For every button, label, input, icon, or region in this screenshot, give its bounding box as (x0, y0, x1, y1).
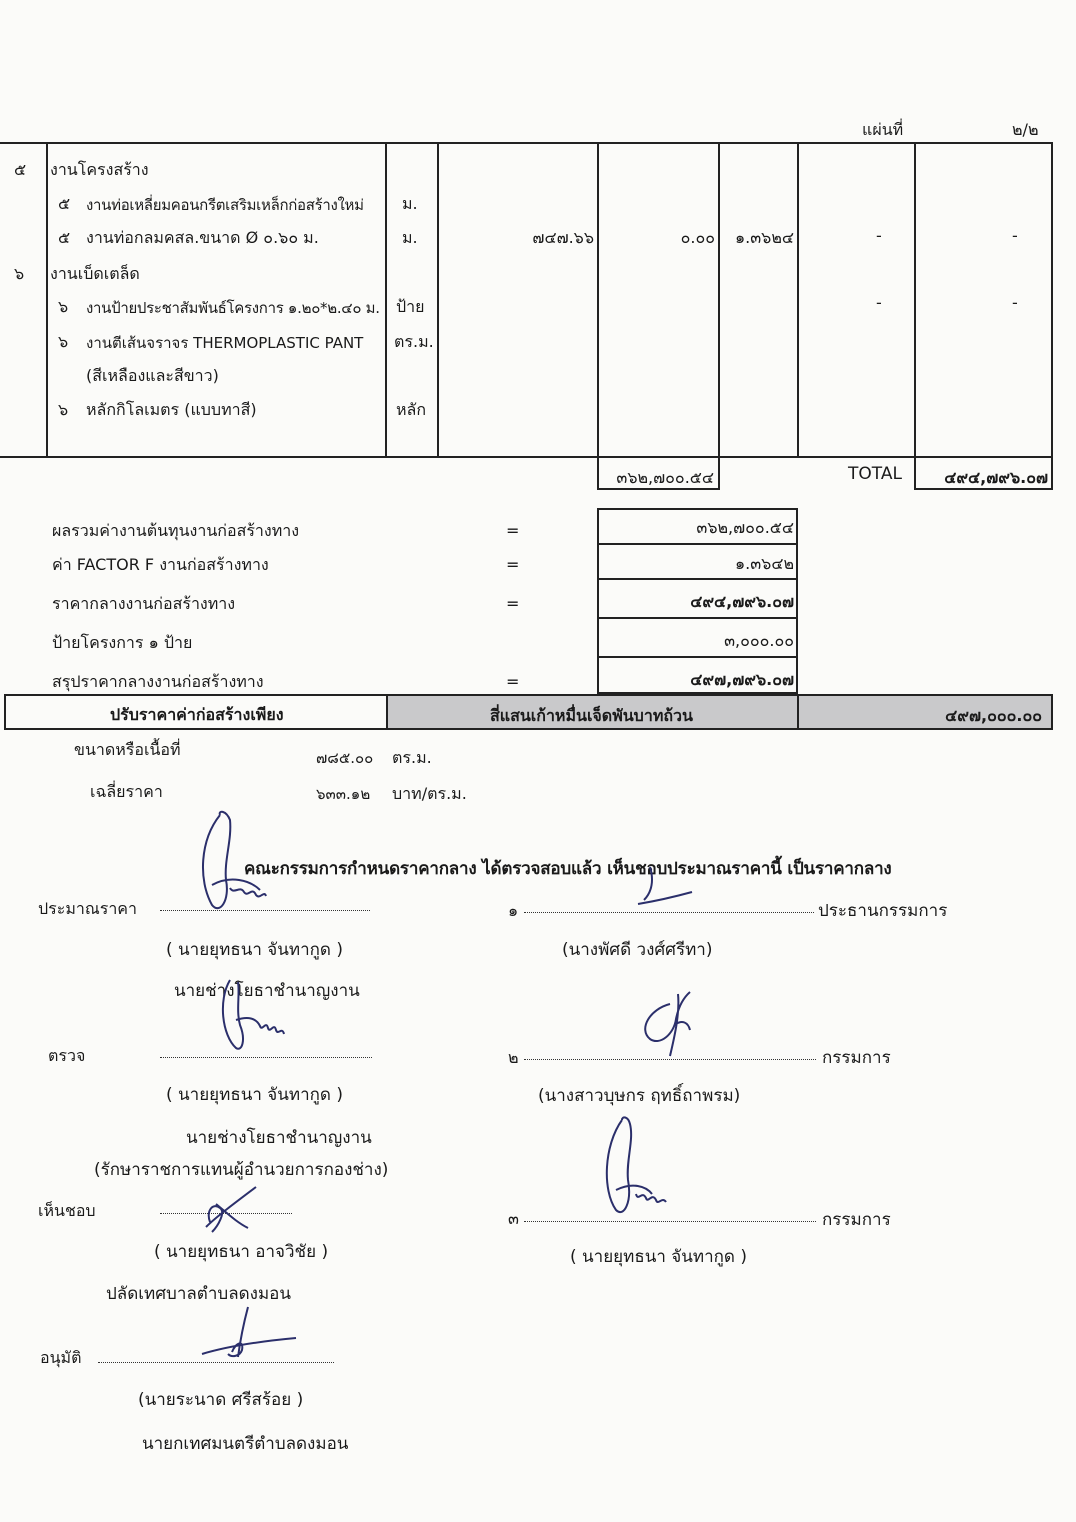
avg-label: เฉลี่ยราคา (90, 782, 163, 801)
item-desc: งานป้ายประชาสัมพันธ์โครงการ ๑.๒๐*๒.๔๐ ม. (86, 299, 380, 317)
summary-label: สรุปราคากลางงานก่อสร้างทาง (52, 672, 264, 691)
summary-label: ราคากลางงานก่อสร้างทาง (52, 594, 236, 613)
role-label: ตรวจ (48, 1046, 86, 1065)
item-desc: งานท่อเหลี่ยมคอนกรีตเสริมเหล็กก่อสร้างใหม่ (86, 196, 364, 214)
total-value: ๔๙๔,๗๙๖.๐๗ (944, 468, 1048, 487)
item-no: ๖ (58, 332, 69, 351)
avg-unit: บาท/ตร.ม. (392, 784, 467, 803)
item-no: ๖ (58, 297, 69, 316)
committee-number: ๓ (508, 1209, 519, 1228)
committee-name: (นางสาวบุษกร ฤทธิ์ถาพรม) (538, 1086, 741, 1106)
handwritten-signature (192, 1302, 302, 1364)
avg-value: ๖๓๓.๑๒ (316, 785, 371, 803)
sheet-number: ๒/๒ (1012, 120, 1039, 139)
signer-name: ( นายยุทธนา อาจวิชัย ) (154, 1242, 329, 1262)
item-desc: งานโครงสร้าง (50, 160, 149, 179)
handwritten-signature (210, 970, 300, 1060)
adjust-label: ปรับราคาค่าก่อสร้างเพียง (110, 705, 284, 724)
committee-name: ( นายยุทธนา จันทากูด ) (570, 1247, 747, 1267)
signature-line (524, 912, 814, 913)
handwritten-signature (592, 1110, 682, 1230)
area-unit: ตร.ม. (392, 748, 432, 767)
area-value: ๗๘๕.๐๐ (316, 749, 374, 767)
signer-name: ( นายยุทธนา จันทากูด ) (166, 1085, 343, 1105)
subtotal: ๓๖๒,๗๐๐.๕๔ (616, 468, 714, 487)
item-col-f: - (1012, 293, 1018, 312)
signer-title: นายกเทศมนตรีตำบลดงมอน (142, 1434, 349, 1454)
item-col-f: - (1012, 226, 1018, 245)
item-desc: งานตีเส้นจราจร THERMOPLASTIC PANT (86, 334, 364, 352)
item-no: ๕ (14, 160, 27, 179)
item-no: ๕ (58, 228, 71, 247)
summary-label: ค่า FACTOR F งานก่อสร้างทาง (52, 555, 269, 574)
summary-label: ป้ายโครงการ ๑ ป้าย (52, 633, 193, 652)
item-amount: ๐.๐๐ (680, 228, 715, 247)
summary-value: ๔๙๔,๗๙๖.๐๗ (690, 592, 794, 611)
handwritten-signature (630, 862, 700, 912)
item-unit: หลัก (396, 400, 427, 419)
summary-eq: = (506, 555, 520, 574)
role-label: ประมาณราคา (38, 899, 137, 918)
item-no: ๖ (14, 264, 25, 283)
summary-value: ๑.๓๖๔๒ (735, 554, 794, 573)
item-no: ๖ (58, 400, 69, 419)
summary-eq: = (506, 521, 520, 540)
signer-name: ( นายยุทธนา จันทากูด ) (166, 940, 343, 960)
signer-title: ปลัดเทศบาลตำบลดงมอน (106, 1284, 291, 1304)
summary-value: ๓,๐๐๐.๐๐ (724, 631, 794, 650)
item-unit: ม. (402, 194, 418, 213)
handwritten-signature (196, 1182, 266, 1242)
item-factor: ๑.๓๖๒๔ (735, 228, 794, 247)
item-desc: หลักกิโลเมตร (แบบทาสี) (86, 400, 257, 419)
item-unit: ตร.ม. (394, 332, 434, 351)
signer-name: (นายระนาด ศรีสร้อย ) (138, 1390, 304, 1410)
committee-number: ๑ (508, 901, 519, 920)
item-desc: งานท่อกลมคสล.ขนาด Ø ๐.๖๐ ม. (86, 228, 319, 247)
committee-role: กรรมการ (822, 1048, 891, 1068)
item-unit-price: ๗๔๗.๖๖ (532, 228, 594, 247)
signer-title: นายช่างโยธาชำนาญงาน (186, 1128, 372, 1148)
item-col-e: - (876, 226, 882, 245)
item-desc: งานเบ็ดเตล็ด (50, 264, 140, 283)
handwritten-signature (630, 984, 710, 1064)
handwritten-signature (190, 800, 280, 930)
summary-eq: = (506, 594, 520, 613)
area-label: ขนาดหรือเนื้อที่ (74, 740, 181, 759)
sheet-label: แผ่นที่ (862, 120, 904, 139)
committee-statement: คณะกรรมการกำหนดราคากลาง ได้ตรวจสอบแล้ว เห็นชอบประมาณราคานี้ เป็นราคากลาง (244, 859, 892, 879)
item-no: ๕ (58, 194, 71, 213)
role-label: เห็นชอบ (38, 1201, 96, 1220)
summary-eq: = (506, 672, 520, 691)
total-label: TOTAL (848, 464, 902, 484)
committee-number: ๒ (508, 1048, 519, 1067)
summary-value: ๔๙๗,๗๙๖.๐๗ (690, 670, 794, 689)
role-label: อนุมัติ (40, 1348, 82, 1367)
signer-title: นายช่างโยธาชำนาญงาน (174, 981, 360, 1001)
item-col-e: - (876, 293, 882, 312)
committee-name: (นางพัศดี วงศ์ศรีทา) (562, 940, 713, 960)
adjust-words: สี่แสนเก้าหมื่นเจ็ดพันบาทถ้วน (490, 706, 693, 725)
summary-label: ผลรวมค่างานต้นทุนงานก่อสร้างทาง (52, 521, 300, 540)
item-desc: (สีเหลืองและสีขาว) (86, 366, 219, 385)
summary-value: ๓๖๒,๗๐๐.๕๔ (696, 518, 794, 537)
committee-role: กรรมการ (822, 1210, 891, 1230)
item-unit: ม. (402, 228, 418, 247)
item-unit: ป้าย (396, 297, 425, 316)
signer-title-acting: (รักษาราชการแทนผู้อำนวยการกองช่าง) (94, 1160, 389, 1180)
committee-role: ประธานกรรมการ (818, 901, 948, 921)
adjust-value: ๔๙๗,๐๐๐.๐๐ (945, 706, 1042, 725)
